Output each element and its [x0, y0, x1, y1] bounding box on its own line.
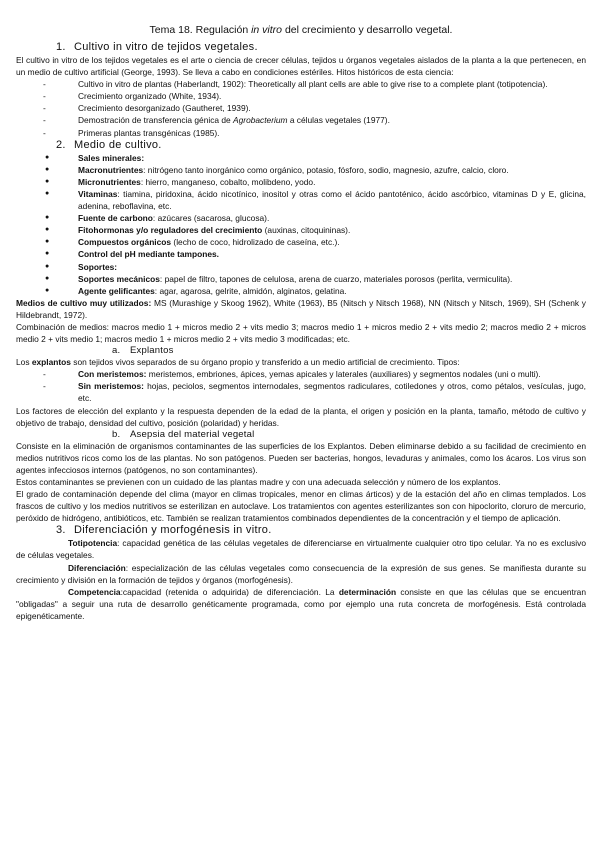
subsection-2a-heading: a. Explantos — [112, 345, 174, 357]
list-item: - Crecimiento organizado (White, 1934). — [43, 91, 222, 102]
history-list — [16, 78, 586, 138]
explant-factors-paragraph: Los factores de elección del explanto y la respuesta dependen de la edad de la planta, el origen y posición en la planta, tamaño, método de cultivo y objetivo de trabajo, densidad del cultivo, posición (polaridad) y heridas. — [16, 405, 586, 428]
section-1-intro: El cultivo in vitro de los tejidos vegetales es el arte o ciencia de crecer células, tejidos u órganos vegetales aislados de la planta a la que pertenecen, en un medio de cultivo artificial (George, 1993). Se lleva a cabo en condiciones estériles. Hitos históricos de esta ciencia: — [16, 55, 586, 78]
list-item: ● Macronutrientes: nitrógeno tanto inorgánico como orgánico, potasio, fósforo, sodio, magnesio, azufre, calcio, cloro. — [45, 164, 509, 175]
list-item: - Demostración de transferencia génica de Agrobacterium a células vegetales (1977). — [43, 115, 390, 126]
competence-paragraph: Competencia:capacidad (retenida o adquirida) de diferenciación. La determinación consiste en que las células que se encuentran "obligadas" a seguir una ruta de desarrollo genéticamente programada, como por ejemplo una ruta concreta de morfogénesis. Está controlada epigenéticamente. — [16, 586, 586, 621]
list-item: ● Soportes mecánicos: papel de filtro, tapones de celulosa, arena de cuarzo, materiales porosos (perlita, vermiculita). — [45, 273, 513, 284]
list-item: ● Sales minerales: — [45, 152, 145, 163]
list-item: - Cultivo in vitro de plantas (Haberlandt, 1902): Theoretically all plant cells are able to give rise to a complete plant (totipotencia). — [43, 79, 548, 90]
differentiation-paragraph: Diferenciación: especialización de las células vegetales como consecuencia de la expresión de sus genes. Se manifiesta durante su crecimiento y división en la formación de tejidos y órganos (morfogénesis). — [16, 562, 586, 585]
list-item: ● Fuente de carbono: azúcares (sacarosa, glucosa). — [45, 213, 270, 224]
asepsis-paragraph-1: Consiste en la eliminación de organismos contaminantes de las superficies de los Explantos. Deben eliminarse debido a su facilidad de crecimiento en medios nutritivos ricos como los de las plantas. No son patógenos. Pueden ser bacterias, hongos, levaduras y animales, como los ácaros. Los virus son agentes infecciosos internos (patógenos, no son contaminantes). — [16, 440, 586, 475]
common-media-paragraph: Medios de cultivo muy utilizados: MS (Murashige y Skoog 1962), White (1963), B5 (Nitsch y Nitsch 1968), NN (Nitsch y Nitsch, 1969), SH (Schenk y Hildebrandt, 1972). — [16, 297, 586, 320]
list-item: ● Vitaminas: tiamina, piridoxina, ácido nicotínico, inositol y otras como el ácido pantoténico, ácido ascórbico, vitaminas D y E, glicina, adenina, reboflavina, etc. — [45, 188, 586, 212]
totipotency-paragraph: Totipotencia: capacidad genética de las células vegetales de diferenciarse en virtualmente cualquier otro tipo celular. Ya no es exclusivo de células vegetales. — [16, 538, 586, 561]
list-item: - Sin meristemos: hojas, peciolos, segmentos internodales, segmentos radiculares, cotiledones y otros, como pétalos, vesículas, jugo, etc. — [43, 381, 586, 404]
list-item: ● Compuestos orgánicos (lecho de coco, hidrolizado de caseína, etc.). — [45, 237, 340, 248]
list-item: - Primeras plantas transgénicas (1985). — [43, 127, 220, 138]
explants-intro: Los explantos son tejidos vivos separados de su órgano propio y transferido a un medio artificial de crecimiento. Tipos: — [16, 357, 460, 368]
list-item: - Crecimiento desorganizado (Gautheret, 1939). — [43, 103, 251, 114]
explant-types-list — [16, 368, 586, 404]
list-item: - Con meristemos: meristemos, embriones, ápices, yemas apicales y laterales (auxiliares) y segmentos nodales (uni o multi). — [43, 369, 541, 380]
asepsis-paragraph-3: El grado de contaminación depende del clima (mayor en climas tropicales, menor en climas árticos) y de la estación del año en climas templados. Los frascos de cultivo y los medios nutritivos se esterilizan en autoclave. Los tratamientos con agentes esterilizantes son con hipoclorito, cloruro de mercurio, peróxido de hidrógeno, antibióticos, etc. También se realizan tratamientos combinados dependientes de la concentración y el tiempo de aplicación. — [16, 489, 586, 524]
medium-components-list — [16, 152, 586, 297]
asepsis-paragraph-2: Estos contaminantes se previenen con un cuidado de las plantas madre y con una adecuada selección y número de los explantos. — [16, 477, 501, 487]
section-1-heading: 1. Cultivo in vitro de tejidos vegetales. — [56, 41, 258, 53]
list-item: ● Soportes: — [45, 261, 118, 272]
media-combination-paragraph: Combinación de medios: macros medio 1 + micros medio 2 + vits medio 3; macros medio 1 + micros medio 2 + vits medio 2; macros medio 2 + micros medio 2 + vits medio 1; macros medio 1 + micros medio 2 + vits medio 3 modificadas; etc. — [16, 321, 586, 345]
list-item: ● Agente gelificantes: agar, agarosa, gelrite, almidón, alginatos, gelatina. — [45, 285, 347, 296]
list-item: ● Micronutrientes: hierro, manganeso, cobalto, molibdeno, yodo. — [45, 176, 316, 187]
section-2-heading: 2. Medio de cultivo. — [56, 138, 162, 151]
section-3-heading: 3. Diferenciación y morfogénesis in vitro. — [56, 524, 272, 537]
list-item: ● Control del pH mediante tampones. — [45, 249, 219, 260]
subsection-2b-heading: b. Asepsia del material vegetal — [112, 428, 255, 440]
list-item: ● Fitohormonas y/o reguladores del crecimiento (auxinas, citoquininas). — [45, 225, 351, 236]
document-title: Tema 18. Regulación in vitro del crecimiento y desarrollo vegetal. — [149, 24, 453, 36]
